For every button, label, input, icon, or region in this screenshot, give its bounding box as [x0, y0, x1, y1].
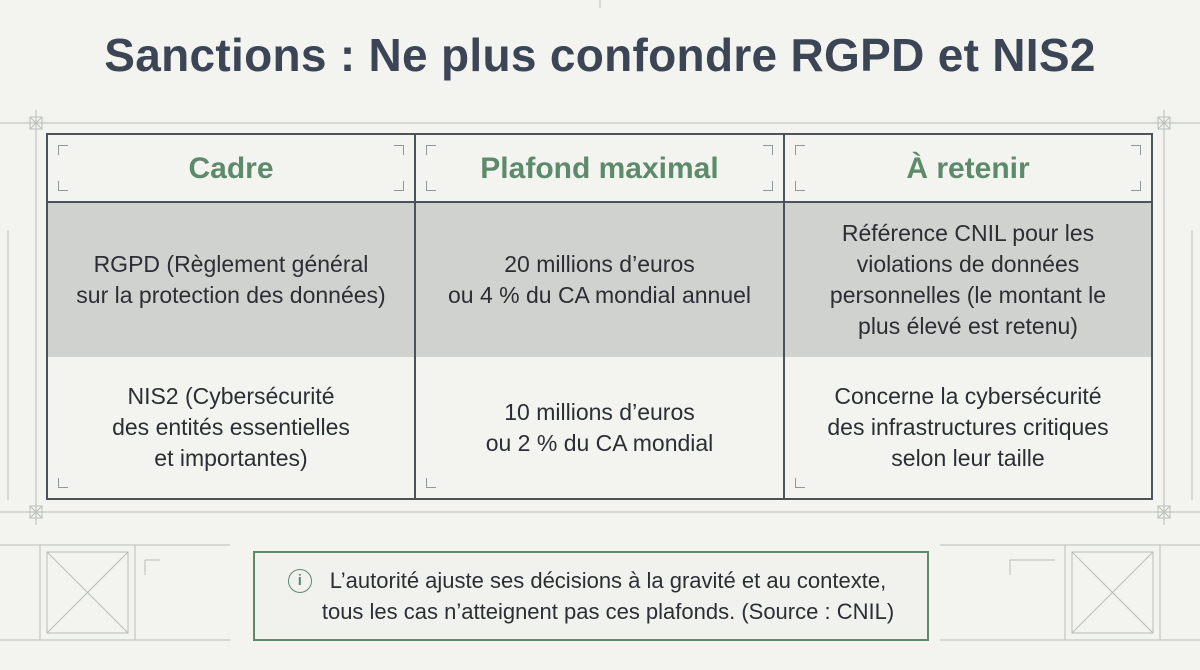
note-line: tous les cas n’atteignent pas ces plafonds. (Source : CNIL) [321, 599, 895, 624]
table-cell-rgpd-retenir [785, 203, 1151, 357]
cell-text: des entités essentielles [112, 414, 350, 440]
cell-text: violations de données [856, 251, 1080, 277]
table-cell-nis2-plafond [416, 357, 785, 498]
table-cell-rgpd-cadre [48, 203, 416, 357]
cell-text: et importantes) [154, 445, 308, 471]
cell-text: 10 millions d’euros [504, 398, 695, 425]
table-cell-rgpd-plafond [416, 203, 785, 357]
cell-text: personnelles (le montant le [829, 282, 1107, 308]
header-label: Cadre [188, 151, 274, 185]
table-cell-nis2-retenir [785, 357, 1151, 498]
note-line: L’autorité ajuste ses décisions à la gravité et au contexte, [329, 568, 887, 593]
cell-text: Référence CNIL pour les [841, 220, 1095, 246]
cell-text: des infrastructures critiques [827, 414, 1109, 440]
cell-text: RGPD (Règlement général [93, 251, 369, 277]
info-icon: i [288, 569, 312, 593]
header-label: À retenir [906, 151, 1030, 185]
cell-text: Concerne la cybersécurité [834, 383, 1102, 409]
column-header-retenir [785, 135, 1151, 203]
cell-text: NIS2 (Cybersécurité [127, 383, 335, 409]
source-note [253, 551, 929, 641]
table-cell-nis2-cadre [48, 357, 416, 498]
cell-text: sur la protection des données) [76, 282, 386, 308]
header-label: Plafond maximal [480, 151, 719, 185]
cell-text: plus élevé est retenu) [858, 313, 1078, 339]
cell-text: 20 millions d’euros [504, 251, 695, 277]
column-header-cadre [48, 135, 416, 203]
cell-text: ou 4 % du CA mondial annuel [447, 282, 752, 308]
column-header-plafond [416, 135, 785, 203]
cell-text: ou 2 % du CA mondial [485, 429, 714, 456]
cell-text: selon leur taille [891, 445, 1045, 471]
sanctions-table [46, 133, 1153, 500]
page-title: Sanctions : Ne plus confondre RGPD et NIS2 [104, 29, 1096, 81]
